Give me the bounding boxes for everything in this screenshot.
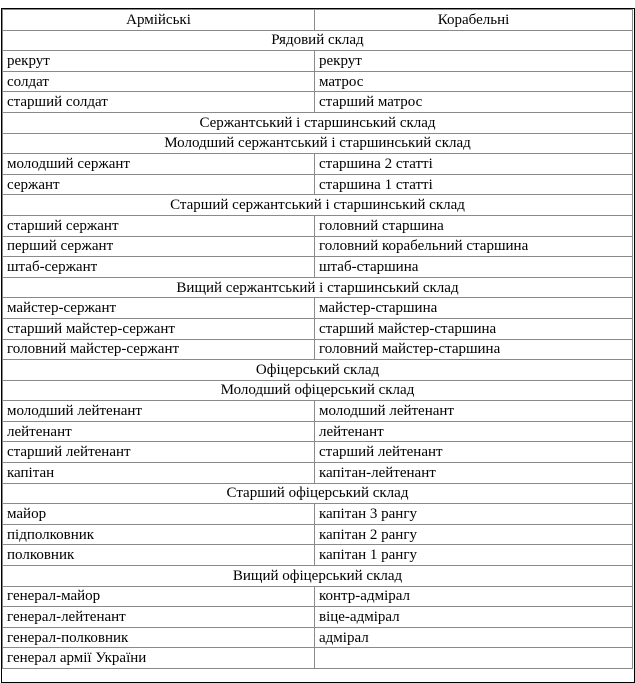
rank-row xyxy=(3,648,633,669)
navy-rank-cell: майстер-старшина xyxy=(315,298,633,319)
army-column-header: Армійські xyxy=(3,10,315,31)
rank-row xyxy=(3,71,633,92)
section-heading: Рядовий склад xyxy=(3,30,633,51)
section-row xyxy=(3,277,633,298)
section-row xyxy=(3,360,633,381)
army-rank-cell: старший лейтенант xyxy=(3,442,315,463)
section-heading: Старший офіцерський склад xyxy=(3,483,633,504)
section-heading: Сержантський і старшинський склад xyxy=(3,112,633,133)
navy-rank-cell: молодший лейтенант xyxy=(315,401,633,422)
army-rank-cell: генерал-лейтенант xyxy=(3,607,315,628)
navy-rank-cell: капітан 3 рангу xyxy=(315,504,633,525)
rank-row xyxy=(3,298,633,319)
rank-row xyxy=(3,524,633,545)
ranks-body xyxy=(3,30,633,668)
section-heading: Вищий офіцерський склад xyxy=(3,566,633,587)
rank-row xyxy=(3,401,633,422)
army-rank-cell: лейтенант xyxy=(3,421,315,442)
rank-row xyxy=(3,586,633,607)
navy-rank-cell: старший матрос xyxy=(315,92,633,113)
rank-row xyxy=(3,504,633,525)
navy-rank-cell: капітан 2 рангу xyxy=(315,524,633,545)
army-rank-cell: солдат xyxy=(3,71,315,92)
navy-rank-cell: старший майстер-старшина xyxy=(315,318,633,339)
army-rank-cell: рекрут xyxy=(3,51,315,72)
section-heading: Молодший офіцерський склад xyxy=(3,380,633,401)
navy-rank-cell xyxy=(315,648,633,669)
navy-rank-cell: рекрут xyxy=(315,51,633,72)
army-rank-cell: перший сержант xyxy=(3,236,315,257)
army-rank-cell: капітан xyxy=(3,463,315,484)
army-rank-cell: старший сержант xyxy=(3,215,315,236)
section-row xyxy=(3,112,633,133)
header-row xyxy=(3,10,633,31)
navy-rank-cell: старшина 2 статті xyxy=(315,154,633,175)
navy-rank-cell: головний майстер-старшина xyxy=(315,339,633,360)
navy-rank-cell: штаб-старшина xyxy=(315,257,633,278)
navy-rank-cell: капітан-лейтенант xyxy=(315,463,633,484)
rank-row xyxy=(3,607,633,628)
navy-rank-cell: контр-адмірал xyxy=(315,586,633,607)
rank-row xyxy=(3,92,633,113)
army-rank-cell: головний майстер-сержант xyxy=(3,339,315,360)
army-rank-cell: майор xyxy=(3,504,315,525)
army-rank-cell: молодший сержант xyxy=(3,154,315,175)
navy-rank-cell: старший лейтенант xyxy=(315,442,633,463)
section-row xyxy=(3,483,633,504)
army-rank-cell: підполковник xyxy=(3,524,315,545)
navy-rank-cell: віце-адмірал xyxy=(315,607,633,628)
army-rank-cell: сержант xyxy=(3,174,315,195)
section-row xyxy=(3,380,633,401)
section-row xyxy=(3,30,633,51)
navy-rank-cell: головний корабельний старшина xyxy=(315,236,633,257)
section-row xyxy=(3,195,633,216)
rank-row xyxy=(3,421,633,442)
navy-rank-cell: лейтенант xyxy=(315,421,633,442)
army-rank-cell: генерал армії України xyxy=(3,648,315,669)
army-rank-cell: генерал-полковник xyxy=(3,627,315,648)
army-rank-cell: молодший лейтенант xyxy=(3,401,315,422)
rank-row xyxy=(3,463,633,484)
rank-row xyxy=(3,627,633,648)
army-rank-cell: майстер-сержант xyxy=(3,298,315,319)
army-rank-cell: старший солдат xyxy=(3,92,315,113)
section-heading: Молодший сержантський і старшинський склад xyxy=(3,133,633,154)
rank-row xyxy=(3,154,633,175)
army-rank-cell: старший майстер-сержант xyxy=(3,318,315,339)
rank-row xyxy=(3,174,633,195)
rank-row xyxy=(3,257,633,278)
army-rank-cell: генерал-майор xyxy=(3,586,315,607)
army-rank-cell: полковник xyxy=(3,545,315,566)
navy-column-header: Корабельні xyxy=(315,10,633,31)
rank-row xyxy=(3,318,633,339)
rank-row xyxy=(3,339,633,360)
section-heading: Офіцерський склад xyxy=(3,360,633,381)
ranks-table xyxy=(2,9,633,669)
navy-rank-cell: капітан 1 рангу xyxy=(315,545,633,566)
navy-rank-cell: старшина 1 статті xyxy=(315,174,633,195)
navy-rank-cell: головний старшина xyxy=(315,215,633,236)
army-rank-cell: штаб-сержант xyxy=(3,257,315,278)
rank-row xyxy=(3,442,633,463)
section-row xyxy=(3,566,633,587)
rank-row xyxy=(3,236,633,257)
rank-row xyxy=(3,51,633,72)
navy-rank-cell: матрос xyxy=(315,71,633,92)
navy-rank-cell: адмірал xyxy=(315,627,633,648)
section-heading: Вищий сержантський і старшинський склад xyxy=(3,277,633,298)
rank-row xyxy=(3,545,633,566)
section-heading: Старший сержантський і старшинський склад xyxy=(3,195,633,216)
section-row xyxy=(3,133,633,154)
rank-row xyxy=(3,215,633,236)
